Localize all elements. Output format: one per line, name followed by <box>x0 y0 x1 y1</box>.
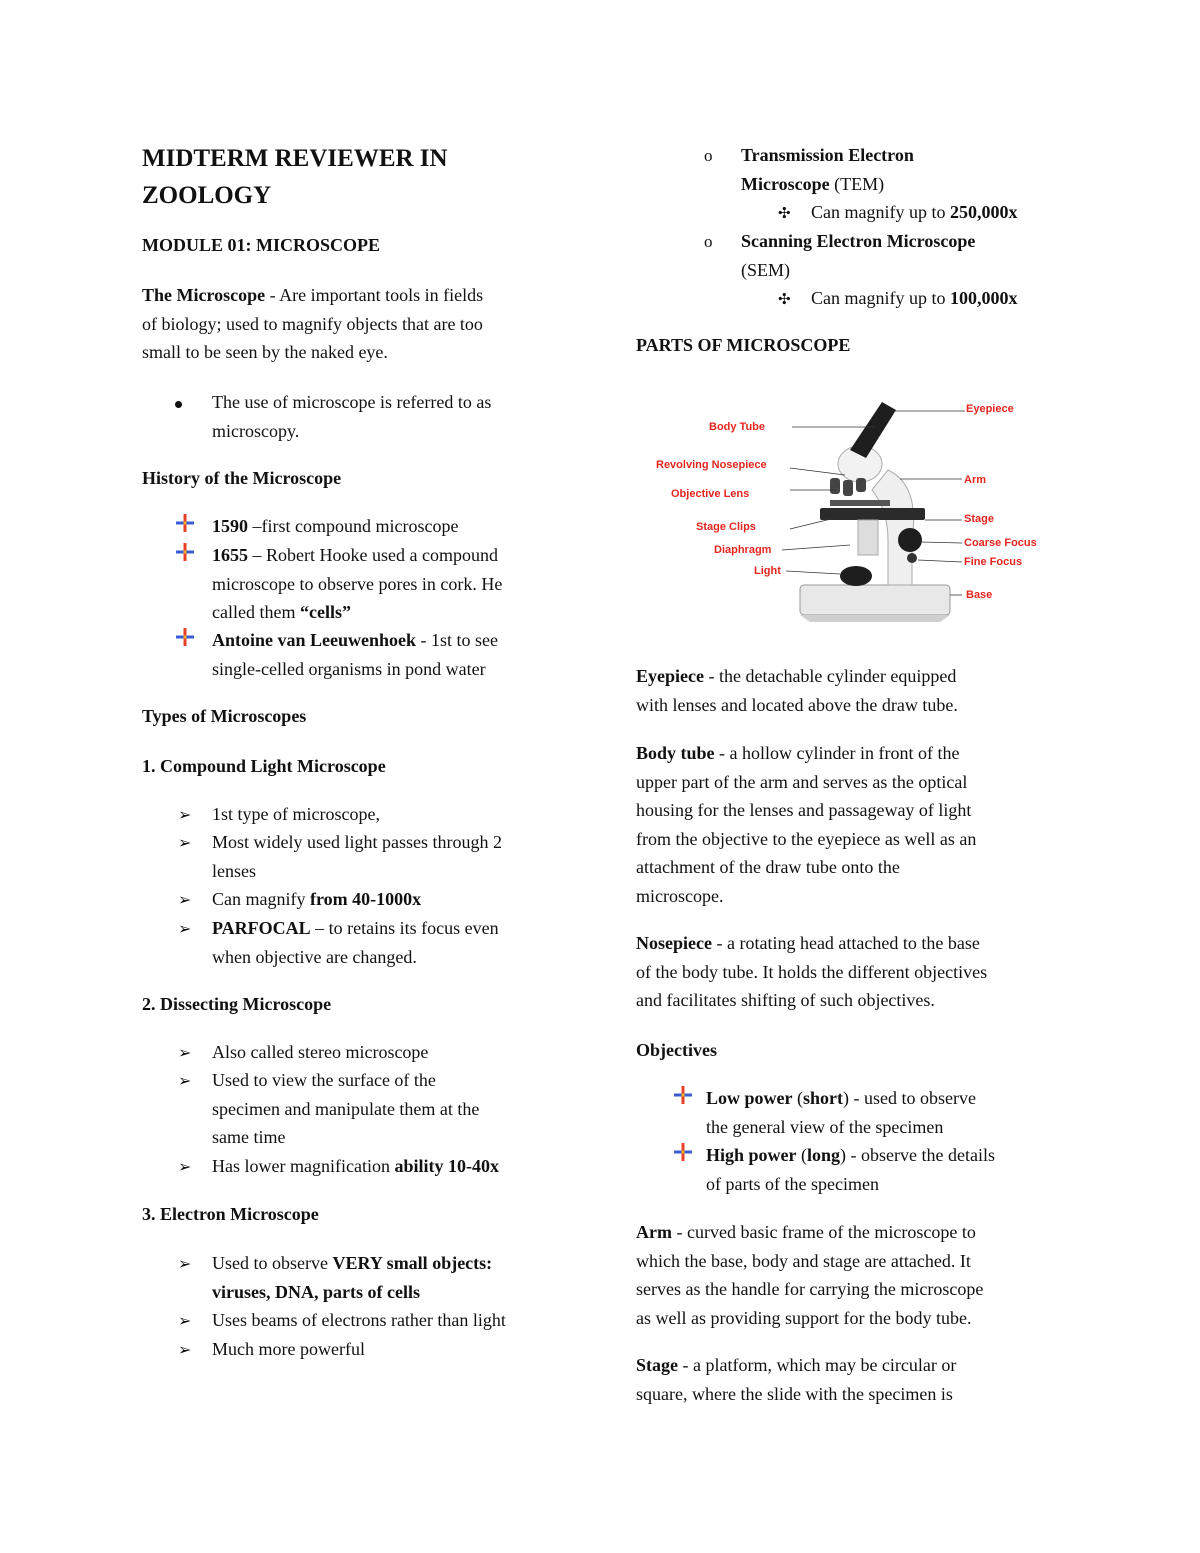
label-coarse-focus: Coarse Focus <box>964 537 1037 549</box>
label-stage-clips: Stage Clips <box>696 521 756 533</box>
pushpin-icon <box>174 512 196 543</box>
list-item: ➢ Can magnify from 40-1000x <box>142 885 582 916</box>
list-item: ➢ Has lower magnification ability 10-40x <box>142 1152 582 1183</box>
list-item: o Transmission Electron Microscope (TEM) <box>636 141 1076 198</box>
pushpin-icon <box>672 1084 694 1115</box>
list-item: ➢ Used to view the surface of the specimen and manipulate them at the same time <box>178 1070 480 1147</box>
label-base: Base <box>966 589 993 601</box>
label-revolving-nosepiece: Revolving Nosepiece <box>656 459 767 471</box>
objectives-heading: Objectives <box>636 1040 717 1060</box>
list-item: ✣ Can magnify up to 250,000x <box>636 198 1076 229</box>
electron-heading: 3. Electron Microscope <box>142 1204 319 1224</box>
label-diaphragm: Diaphragm <box>714 544 772 556</box>
arrow-bullet-icon: ➢ <box>178 1159 192 1176</box>
circle-bullet-icon: o <box>704 232 713 251</box>
body-tube-paragraph: Body tube - a hollow cylinder in front of the upper part of the arm and serves as the optical housing for the lenses and passageway of light from the objective to the eyepiece as well as an attachment of the draw tube onto the microscope. <box>636 743 977 906</box>
document-title: MIDTERM REVIEWER IN ZOOLOGY <box>142 145 448 209</box>
parts-heading: PARTS OF MICROSCOPE <box>636 335 851 355</box>
pushpin-icon <box>174 626 196 657</box>
list-item: The use of microscope is referred to as microscopy. <box>142 388 582 445</box>
list-item: Low power (short) - used to observe the general view of the specimen <box>636 1084 1076 1141</box>
types-heading: Types of Microscopes <box>142 706 307 726</box>
circle-bullet-icon: o <box>704 146 713 165</box>
arrow-bullet-icon: ➢ <box>178 1256 192 1273</box>
eyepiece-paragraph: Eyepiece - the detachable cylinder equipped with lenses and located above the draw tube. <box>636 666 958 715</box>
list-item: ➢ Uses beams of electrons rather than light <box>142 1306 582 1337</box>
history-heading: History of the Microscope <box>142 468 342 488</box>
arrow-bullet-icon: ➢ <box>178 1045 192 1062</box>
diamond-bullet-icon: ✣ <box>778 206 791 222</box>
list-item: ➢ 1st type of microscope, <box>142 800 582 831</box>
list-item: o Scanning Electron Microscope (SEM) <box>636 227 1076 284</box>
list-item: ➢ Most widely used light passes through 2 lenses <box>178 832 502 881</box>
intro-paragraph: The Microscope - Are important tools in fields of biology; used to magnify objects that are too small to be seen by the naked eye. <box>142 285 484 362</box>
pushpin-icon <box>672 1141 694 1172</box>
bullet-icon <box>175 401 182 408</box>
arrow-bullet-icon: ➢ <box>178 892 192 909</box>
list-item: ➢ PARFOCAL – to retains its focus even when objective are changed. <box>178 918 499 967</box>
list-item: 1590 –first compound microscope <box>142 512 582 543</box>
label-body-tube: Body Tube <box>709 421 766 433</box>
list-item: ➢ Also called stereo microscope <box>142 1038 582 1069</box>
label-arm: Arm <box>964 474 987 486</box>
pushpin-icon <box>174 541 196 572</box>
label-light: Light <box>754 565 781 577</box>
stage-paragraph: Stage - a platform, which may be circular or square, where the slide with the specimen is <box>636 1355 957 1404</box>
arrow-bullet-icon: ➢ <box>178 1073 192 1090</box>
list-item: ✣ Can magnify up to 100,000x <box>636 284 1076 315</box>
arrow-bullet-icon: ➢ <box>178 1342 192 1359</box>
arrow-bullet-icon: ➢ <box>178 835 192 852</box>
list-item: ➢ Much more powerful <box>142 1335 582 1366</box>
microscope-diagram <box>650 390 1050 630</box>
label-eyepiece: Eyepiece <box>966 403 1014 415</box>
arm-paragraph: Arm - curved basic frame of the microscope to which the base, body and stage are attached. It serves as the handle for carrying the microscope as well as providing support for the body tube. <box>636 1222 984 1328</box>
list-item: High power (long) - observe the details of parts of the specimen <box>636 1141 1076 1198</box>
list-item: ➢ Used to observe VERY small objects: viruses, DNA, parts of cells <box>178 1253 493 1302</box>
label-stage: Stage <box>964 513 994 525</box>
label-objective-lens: Objective Lens <box>671 488 750 500</box>
diamond-bullet-icon: ✣ <box>778 292 791 308</box>
compound-heading: 1. Compound Light Microscope <box>142 756 386 776</box>
module-heading: MODULE 01: MICROSCOPE <box>142 235 380 255</box>
label-fine-focus: Fine Focus <box>964 556 1023 568</box>
list-item: 1655 – Robert Hooke used a compound microscope to observe pores in cork. He called them “cells” <box>142 541 582 627</box>
list-item: Antoine van Leeuwenhoek - 1st to see single-celled organisms in pond water <box>142 626 582 683</box>
arrow-bullet-icon: ➢ <box>178 1313 192 1330</box>
dissecting-heading: 2. Dissecting Microscope <box>142 994 332 1014</box>
microscope-illustration <box>800 402 950 622</box>
arrow-bullet-icon: ➢ <box>178 921 192 938</box>
arrow-bullet-icon: ➢ <box>178 807 192 824</box>
nosepiece-paragraph: Nosepiece - a rotating head attached to the base of the body tube. It holds the different objectives and facilitates shifting of such objectives. <box>636 933 988 1010</box>
